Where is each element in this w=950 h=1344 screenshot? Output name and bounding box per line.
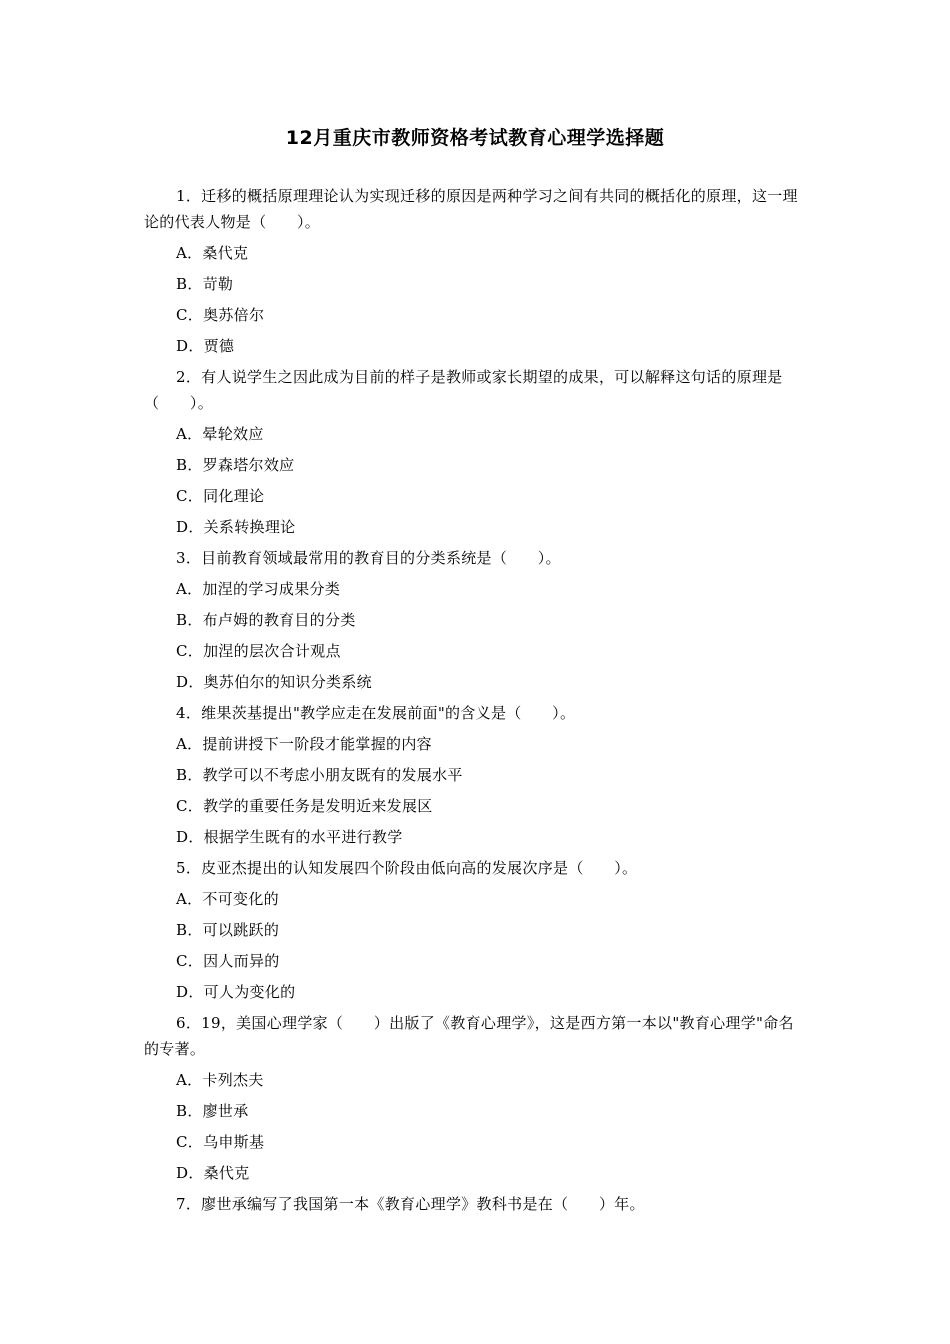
question-7 — [144, 1191, 809, 1217]
option-list — [144, 421, 809, 540]
option-d: D．桑代克 — [176, 1164, 250, 1182]
question-stem: 3．目前教育领域最常用的教育目的分类系统是（ ）。 — [176, 549, 561, 567]
option-b: B．苛勒 — [176, 275, 234, 293]
option-c: C．乌申斯基 — [176, 1133, 265, 1151]
option-c: C．同化理论 — [176, 487, 265, 505]
question-2 — [144, 364, 809, 540]
question-stem: 7．廖世承编写了我国第一本《教育心理学》教科书是在（ ）年。 — [176, 1195, 645, 1213]
question-stem: 2．有人说学生之因此成为目前的样子是教师或家长期望的成果，可以解释这句话的原理是（ ）。 — [144, 368, 783, 412]
option-b: B．布卢姆的教育目的分类 — [176, 611, 356, 629]
question-stem: 1．迁移的概括原理理论认为实现迁移的原因是两种学习之间有共同的概括化的原理，这一理论的代表人物是（ ）。 — [144, 187, 798, 231]
question-6 — [144, 1010, 809, 1186]
option-c: C．加涅的层次合计观点 — [176, 642, 341, 660]
option-a: A．卡列杰夫 — [176, 1071, 264, 1089]
option-c: C．奥苏倍尔 — [176, 306, 265, 324]
option-b: B．教学可以不考虑小朋友既有的发展水平 — [176, 766, 463, 784]
option-d: D．关系转换理论 — [176, 518, 296, 536]
option-b: B．罗森塔尔效应 — [176, 456, 295, 474]
option-a: A．桑代克 — [176, 244, 249, 262]
option-a: A．不可变化的 — [176, 890, 279, 908]
option-list — [144, 1067, 809, 1186]
question-3 — [144, 545, 809, 695]
question-stem: 5．皮亚杰提出的认知发展四个阶段由低向高的发展次序是（ ）。 — [176, 859, 638, 877]
option-c: C．教学的重要任务是发明近来发展区 — [176, 797, 433, 815]
option-b: B．可以跳跃的 — [176, 921, 280, 939]
question-stem: 6．19，美国心理学家（ ）出版了《教育心理学》，这是西方第一本以"教育心理学"命名的专著。 — [144, 1014, 794, 1058]
option-a: A．晕轮效应 — [176, 425, 264, 443]
question-1 — [144, 183, 809, 359]
option-d: D．可人为变化的 — [176, 983, 296, 1001]
option-d: D．奥苏伯尔的知识分类系统 — [176, 673, 372, 691]
option-list — [144, 240, 809, 359]
option-list — [144, 886, 809, 1005]
option-d: D．贾德 — [176, 337, 235, 355]
option-list — [144, 731, 809, 850]
option-list — [144, 576, 809, 695]
question-stem: 4．维果茨基提出"教学应走在发展前面"的含义是（ ）。 — [176, 704, 576, 722]
question-4 — [144, 700, 809, 850]
option-c: C．因人而异的 — [176, 952, 280, 970]
option-a: A．提前讲授下一阶段才能掌握的内容 — [176, 735, 432, 753]
question-5 — [144, 855, 809, 1005]
option-d: D．根据学生既有的水平进行教学 — [176, 828, 403, 846]
question-list — [144, 183, 809, 1222]
option-a: A．加涅的学习成果分类 — [176, 580, 341, 598]
document-title: 12月重庆市教师资格考试教育心理学选择题 — [285, 127, 665, 149]
option-b: B．廖世承 — [176, 1102, 249, 1120]
